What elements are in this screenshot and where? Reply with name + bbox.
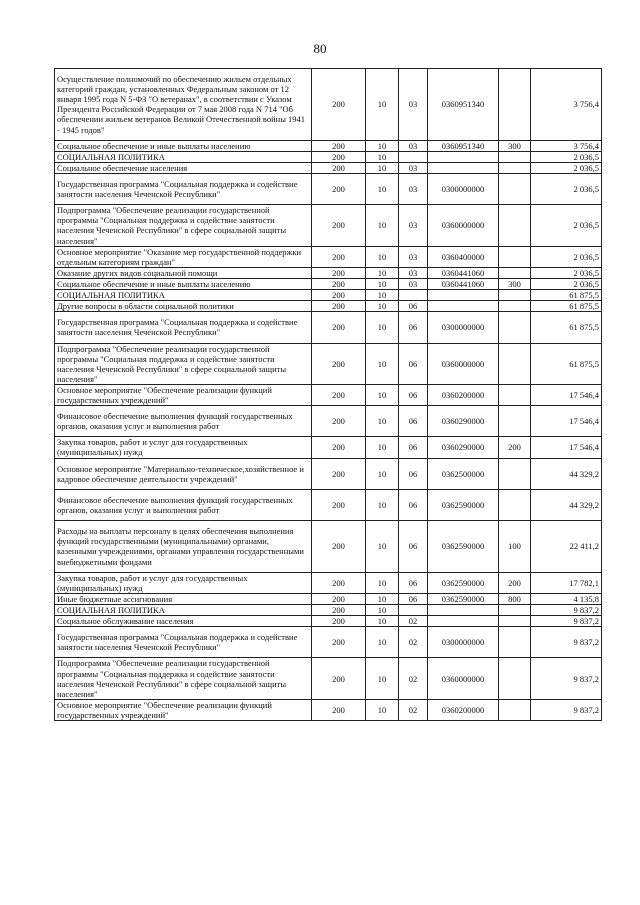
row-gr-cell: 200 [312, 205, 366, 246]
row-gr-cell: 200 [312, 604, 366, 615]
row-rz-cell: 10 [366, 658, 399, 699]
row-csr-cell [428, 162, 499, 173]
row-gr-cell: 200 [312, 437, 366, 458]
row-pr-cell: 06 [399, 521, 428, 573]
row-vr-cell [499, 699, 531, 720]
row-rz-cell: 10 [366, 140, 399, 151]
row-name-cell: Государственная программа "Социальная поддержка и содействие занятости населения Чеченской Республики" [55, 312, 312, 343]
row-rz-cell: 10 [366, 205, 399, 246]
row-pr-cell [399, 151, 428, 162]
table-row [55, 489, 602, 520]
table-row [55, 301, 602, 312]
row-sum-cell: 17 546,4 [531, 406, 602, 437]
row-csr-cell [428, 290, 499, 301]
row-name-cell: Социальное обеспечение населения [55, 162, 312, 173]
row-pr-cell: 06 [399, 437, 428, 458]
row-csr-cell: 0360441060 [428, 267, 499, 278]
row-sum-cell: 61 875,5 [531, 312, 602, 343]
row-name-cell: Социальное обеспечение и иные выплаты населению [55, 278, 312, 289]
table-row [55, 69, 602, 141]
row-vr-cell: 200 [499, 572, 531, 593]
row-vr-cell [499, 267, 531, 278]
row-name-cell: Подпрограмма "Обеспечение реализации государственной программы "Социальная поддержка и содействие занятости населения Чеченской Республики" в сфере социальной защиты населения" [55, 343, 312, 384]
row-name-cell: Государственная программа "Социальная поддержка и содействие занятости населения Чеченской Республики" [55, 173, 312, 204]
row-rz-cell: 10 [366, 489, 399, 520]
row-rz-cell: 10 [366, 173, 399, 204]
row-name-cell: Социальное обслуживание населения [55, 616, 312, 627]
row-vr-cell [499, 627, 531, 658]
row-pr-cell: 03 [399, 267, 428, 278]
row-rz-cell: 10 [366, 312, 399, 343]
row-gr-cell: 200 [312, 267, 366, 278]
row-pr-cell: 06 [399, 593, 428, 604]
row-gr-cell: 200 [312, 69, 366, 141]
row-csr-cell: 0360951340 [428, 140, 499, 151]
row-rz-cell: 10 [366, 69, 399, 141]
row-gr-cell: 200 [312, 593, 366, 604]
row-name-cell: СОЦИАЛЬНАЯ ПОЛИТИКА [55, 290, 312, 301]
row-vr-cell [499, 69, 531, 141]
row-vr-cell [499, 205, 531, 246]
row-gr-cell: 200 [312, 458, 366, 489]
row-pr-cell: 03 [399, 278, 428, 289]
row-pr-cell: 03 [399, 162, 428, 173]
row-vr-cell [499, 151, 531, 162]
row-rz-cell: 10 [366, 162, 399, 173]
row-name-cell: Финансовое обеспечение выполнения функций государственных органов, оказания услуг и выполнения работ [55, 489, 312, 520]
row-gr-cell: 200 [312, 162, 366, 173]
row-name-cell: Расходы на выплаты персоналу в целях обеспечения выполнения функций государственными (муниципальными) органами, казенными учреждениями, органами управления государственными внебюджетными фондами [55, 521, 312, 573]
row-csr-cell: 0360000000 [428, 205, 499, 246]
row-csr-cell: 0360200000 [428, 699, 499, 720]
row-csr-cell: 0300000000 [428, 173, 499, 204]
row-rz-cell: 10 [366, 437, 399, 458]
row-pr-cell: 02 [399, 627, 428, 658]
row-name-cell: Иные бюджетные ассигнования [55, 593, 312, 604]
row-gr-cell: 200 [312, 384, 366, 405]
row-sum-cell: 2 036,5 [531, 151, 602, 162]
row-sum-cell: 2 036,5 [531, 173, 602, 204]
row-rz-cell: 10 [366, 343, 399, 384]
row-name-cell: Финансовое обеспечение выполнения функций государственных органов, оказания услуг и выполнения работ [55, 406, 312, 437]
row-name-cell: Закупка товаров, работ и услуг для государственных (муниципальных) нужд [55, 572, 312, 593]
table-row [55, 162, 602, 173]
row-sum-cell: 2 036,5 [531, 162, 602, 173]
row-gr-cell: 200 [312, 278, 366, 289]
row-csr-cell: 0360000000 [428, 343, 499, 384]
row-rz-cell: 10 [366, 616, 399, 627]
row-sum-cell: 17 546,4 [531, 437, 602, 458]
row-vr-cell [499, 489, 531, 520]
table-row [55, 604, 602, 615]
row-rz-cell: 10 [366, 593, 399, 604]
row-vr-cell: 200 [499, 437, 531, 458]
table-row [55, 627, 602, 658]
row-name-cell: Подпрограмма "Обеспечение реализации государственной программы "Социальная поддержка и содействие занятости населения Чеченской Республики" в сфере социальной защиты населения" [55, 205, 312, 246]
row-pr-cell: 03 [399, 205, 428, 246]
row-csr-cell: 0300000000 [428, 627, 499, 658]
row-vr-cell: 100 [499, 521, 531, 573]
row-name-cell: Закупка товаров, работ и услуг для государственных (муниципальных) нужд [55, 437, 312, 458]
row-csr-cell: 0300000000 [428, 312, 499, 343]
row-rz-cell: 10 [366, 301, 399, 312]
row-vr-cell [499, 246, 531, 267]
table-row [55, 521, 602, 573]
row-csr-cell [428, 301, 499, 312]
row-gr-cell: 200 [312, 521, 366, 573]
row-vr-cell: 300 [499, 278, 531, 289]
row-sum-cell: 2 036,5 [531, 267, 602, 278]
row-sum-cell: 61 875,5 [531, 343, 602, 384]
row-sum-cell: 4 135,8 [531, 593, 602, 604]
row-sum-cell: 9 837,2 [531, 699, 602, 720]
row-name-cell: Основное мероприятие "Материально-техническое,хозяйственное и кадровое обеспечение деятельности учреждений" [55, 458, 312, 489]
row-vr-cell [499, 384, 531, 405]
row-csr-cell: 0360441060 [428, 278, 499, 289]
table-row [55, 312, 602, 343]
row-rz-cell: 10 [366, 267, 399, 278]
row-name-cell: Социальное обеспечение и иные выплаты населению [55, 140, 312, 151]
table-row [55, 406, 602, 437]
row-rz-cell: 10 [366, 406, 399, 437]
row-pr-cell: 06 [399, 384, 428, 405]
row-sum-cell: 44 329,2 [531, 489, 602, 520]
row-sum-cell: 17 546,4 [531, 384, 602, 405]
table-row [55, 205, 602, 246]
row-csr-cell: 0362590000 [428, 593, 499, 604]
table-row [55, 458, 602, 489]
row-name-cell: Основное мероприятие "Оказание мер государственной поддержки отдельным категориям граждан" [55, 246, 312, 267]
table-row [55, 437, 602, 458]
row-sum-cell: 22 411,2 [531, 521, 602, 573]
row-pr-cell: 06 [399, 312, 428, 343]
row-name-cell: Основное мероприятие "Обеспечение реализации функций государственных учреждений" [55, 699, 312, 720]
row-vr-cell [499, 290, 531, 301]
row-csr-cell: 0362500000 [428, 458, 499, 489]
row-sum-cell: 2 036,5 [531, 246, 602, 267]
row-pr-cell [399, 290, 428, 301]
row-gr-cell: 200 [312, 301, 366, 312]
table-row [55, 658, 602, 699]
row-csr-cell: 0360400000 [428, 246, 499, 267]
row-vr-cell: 800 [499, 593, 531, 604]
row-csr-cell: 0362590000 [428, 521, 499, 573]
row-vr-cell [499, 173, 531, 204]
row-gr-cell: 200 [312, 699, 366, 720]
row-name-cell: СОЦИАЛЬНАЯ ПОЛИТИКА [55, 151, 312, 162]
row-vr-cell [499, 458, 531, 489]
row-name-cell: Подпрограмма "Обеспечение реализации государственной программы "Социальная поддержка и содействие занятости населения Чеченской Республики" в сфере социальной защиты населения" [55, 658, 312, 699]
row-pr-cell: 06 [399, 406, 428, 437]
row-pr-cell: 02 [399, 616, 428, 627]
row-sum-cell: 2 036,5 [531, 278, 602, 289]
table-row [55, 246, 602, 267]
table-row [55, 593, 602, 604]
row-rz-cell: 10 [366, 699, 399, 720]
row-name-cell: Государственная программа "Социальная поддержка и содействие занятости населения Чеченской Республики" [55, 627, 312, 658]
row-sum-cell: 61 875,5 [531, 301, 602, 312]
row-gr-cell: 200 [312, 290, 366, 301]
row-pr-cell: 02 [399, 699, 428, 720]
row-rz-cell: 10 [366, 151, 399, 162]
row-name-cell: Основное мероприятие "Обеспечение реализации функций государственных учреждений" [55, 384, 312, 405]
row-vr-cell [499, 343, 531, 384]
row-rz-cell: 10 [366, 604, 399, 615]
row-gr-cell: 200 [312, 151, 366, 162]
row-sum-cell: 2 036,5 [531, 205, 602, 246]
row-pr-cell: 06 [399, 489, 428, 520]
row-vr-cell [499, 162, 531, 173]
row-gr-cell: 200 [312, 140, 366, 151]
table-row [55, 140, 602, 151]
row-gr-cell: 200 [312, 406, 366, 437]
table-row [55, 173, 602, 204]
row-vr-cell [499, 658, 531, 699]
row-pr-cell: 03 [399, 246, 428, 267]
table-row [55, 151, 602, 162]
table-row [55, 616, 602, 627]
table-row [55, 343, 602, 384]
row-rz-cell: 10 [366, 458, 399, 489]
row-gr-cell: 200 [312, 312, 366, 343]
row-vr-cell [499, 616, 531, 627]
table-row [55, 290, 602, 301]
row-pr-cell: 06 [399, 572, 428, 593]
row-rz-cell: 10 [366, 572, 399, 593]
row-sum-cell: 44 329,2 [531, 458, 602, 489]
row-pr-cell: 03 [399, 69, 428, 141]
row-csr-cell: 0360200000 [428, 384, 499, 405]
row-gr-cell: 200 [312, 343, 366, 384]
table-row [55, 572, 602, 593]
row-vr-cell [499, 312, 531, 343]
row-vr-cell [499, 604, 531, 615]
row-csr-cell: 0360290000 [428, 406, 499, 437]
row-rz-cell: 10 [366, 627, 399, 658]
table-row [55, 267, 602, 278]
row-vr-cell [499, 406, 531, 437]
row-gr-cell: 200 [312, 246, 366, 267]
row-sum-cell: 3 756,4 [531, 140, 602, 151]
row-rz-cell: 10 [366, 278, 399, 289]
row-sum-cell: 61 875,5 [531, 290, 602, 301]
row-csr-cell: 0362590000 [428, 572, 499, 593]
row-name-cell: Осуществление полномочий по обеспечению жильем отдельных категорий граждан, установленных Федеральным законом от 12 января 1995 года N 5-ФЗ "О ветеранах", в соответствии с Указом Президента Российской Федерации от 7 мая 2008 года N 714 "Об обеспечении жильем ветеранов Великой Отечественной войны 1941 - 1945 годов" [55, 69, 312, 141]
row-rz-cell: 10 [366, 246, 399, 267]
table-row [55, 384, 602, 405]
budget-table [54, 68, 602, 721]
row-pr-cell: 06 [399, 301, 428, 312]
row-gr-cell: 200 [312, 572, 366, 593]
row-pr-cell: 06 [399, 343, 428, 384]
row-pr-cell: 03 [399, 173, 428, 204]
table-row [55, 699, 602, 720]
budget-table-body [55, 69, 602, 721]
row-rz-cell: 10 [366, 521, 399, 573]
row-name-cell: СОЦИАЛЬНАЯ ПОЛИТИКА [55, 604, 312, 615]
row-sum-cell: 9 837,2 [531, 627, 602, 658]
row-gr-cell: 200 [312, 489, 366, 520]
row-csr-cell [428, 151, 499, 162]
row-rz-cell: 10 [366, 290, 399, 301]
row-gr-cell: 200 [312, 627, 366, 658]
row-rz-cell: 10 [366, 384, 399, 405]
row-name-cell: Оказание других видов социальной помощи [55, 267, 312, 278]
row-sum-cell: 9 837,2 [531, 616, 602, 627]
row-csr-cell: 0360290000 [428, 437, 499, 458]
row-sum-cell: 17 782,1 [531, 572, 602, 593]
row-csr-cell [428, 616, 499, 627]
row-sum-cell: 3 756,4 [531, 69, 602, 141]
row-gr-cell: 200 [312, 616, 366, 627]
row-csr-cell: 0360000000 [428, 658, 499, 699]
row-gr-cell: 200 [312, 658, 366, 699]
row-csr-cell: 0360951340 [428, 69, 499, 141]
table-row [55, 278, 602, 289]
row-gr-cell: 200 [312, 173, 366, 204]
row-pr-cell: 02 [399, 658, 428, 699]
row-pr-cell [399, 604, 428, 615]
row-pr-cell: 03 [399, 140, 428, 151]
row-sum-cell: 9 837,2 [531, 604, 602, 615]
row-pr-cell: 06 [399, 458, 428, 489]
row-name-cell: Другие вопросы в области социальной политики [55, 301, 312, 312]
row-sum-cell: 9 837,2 [531, 658, 602, 699]
row-csr-cell [428, 604, 499, 615]
page-number: 80 [313, 41, 327, 56]
row-csr-cell: 0362590000 [428, 489, 499, 520]
row-vr-cell: 300 [499, 140, 531, 151]
row-vr-cell [499, 301, 531, 312]
